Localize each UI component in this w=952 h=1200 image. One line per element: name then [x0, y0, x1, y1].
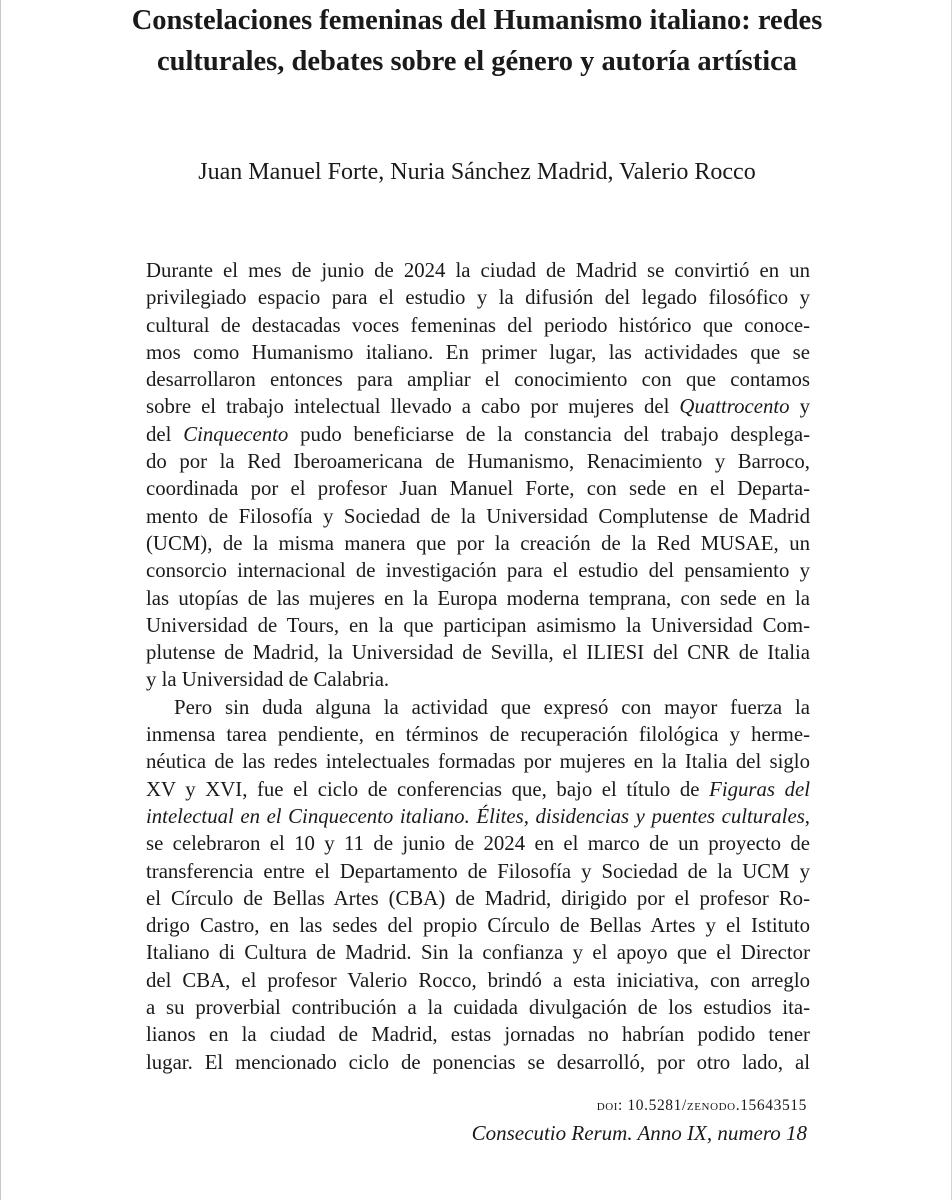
text-run: y: [789, 395, 810, 419]
paragraph-2: [146, 694, 810, 1076]
text-line: Durante el mes de junio de 2024 la ciudad de Madrid se convirtió en un: [146, 259, 810, 282]
text-line: las utopías de las mujeres en la Europa moderna temprana, con sede en la: [146, 586, 810, 610]
text-line: lugar. El mencionado ciclo de ponencias se desarrolló, por otro lado, al: [146, 1050, 810, 1074]
text-run: XV y XVI, fue el ciclo de conferencias que, bajo el título de: [146, 777, 710, 801]
text-line: [146, 393, 810, 420]
italic-term: Quattrocento: [679, 395, 790, 419]
text-run: sobre el trabajo intelectual llevado a cabo por mujeres del: [146, 395, 680, 419]
text-line: Italiano di Cultura de Madrid. Sin la confianza y el apoyo que el Director: [146, 941, 810, 965]
italic-term: Figuras del: [709, 777, 810, 801]
article-body: [146, 257, 810, 1076]
text-line: a su proverbial contribución a la cuidada divulgación de los estudios ita-: [146, 996, 810, 1020]
text-line: transferencia entre el Departamento de Filosofía y Sociedad de la UCM y: [146, 859, 810, 883]
journal-citation: Consecutio Rerum. Anno IX, numero 18: [471, 1121, 807, 1145]
text-line: privilegiado espacio para el estudio y la difusión del legado filosófico y: [146, 286, 810, 310]
text-line: consorcio internacional de investigación para el estudio del pensamiento y: [146, 559, 810, 583]
text-line: mento de Filosofía y Sociedad de la Universidad Complutense de Madrid: [146, 504, 810, 528]
text-line: se celebraron el 10 y 11 de junio de 2024 en el marco de un proyecto de: [146, 832, 810, 856]
article-authors: Juan Manuel Forte, Nuria Sánchez Madrid, Valerio Rocco: [198, 159, 756, 185]
text-line: néutica de las redes intelectuales formadas por mujeres en la Italia del siglo: [146, 750, 810, 774]
text-line: [146, 421, 810, 448]
text-line: Universidad de Tours, en la que participan asimismo la Universidad Com-: [146, 613, 810, 637]
text-line: [146, 803, 810, 830]
text-line: mos como Humanismo italiano. En primer lugar, las actividades que se: [146, 340, 810, 364]
text-line: lianos en la ciudad de Madrid, estas jornadas no habrían podido tener: [146, 1023, 810, 1047]
text-line: desarrollaron entonces para ampliar el conocimiento con que contamos: [146, 368, 810, 392]
text-line: do por la Red Iberoamericana de Humanismo, Renacimiento y Barroco,: [146, 450, 810, 474]
text-line: [146, 776, 810, 803]
text-line: y la Universidad de Calabria.: [146, 668, 390, 692]
text-line: (UCM), de la misma manera que por la creación de la Red MUSAE, un: [146, 531, 810, 555]
text-line: drigo Castro, en las sedes del propio Círculo de Bellas Artes y el Istituto: [146, 914, 810, 938]
doi-reference: doi: 10.5281/zenodo.15643515: [596, 1097, 807, 1114]
text-line: del CBA, el profesor Valerio Rocco, brindó a esta iniciativa, con arreglo: [146, 968, 810, 992]
article-title: Constelaciones femeninas del Humanismo italiano: redes culturales, debates sobre el género y autoría artística: [131, 5, 823, 77]
text-line: Pero sin duda alguna la actividad que expresó con mayor fuerza la: [174, 695, 810, 719]
italic-term: intelectual en el Cinquecento italiano. Élites, disidencias y puentes culturales: [146, 804, 805, 828]
text-run: del: [146, 422, 184, 446]
italic-term: Cinquecento: [183, 422, 289, 446]
text-line: el Círculo de Bellas Artes (CBA) de Madrid, dirigido por el profesor Ro-: [146, 886, 810, 910]
text-line: plutense de Madrid, la Universidad de Sevilla, el ILIESI del CNR de Italia: [146, 641, 810, 665]
text-run: pudo beneficiarse de la constancia del trabajo desplega-: [288, 422, 811, 446]
text-run: ,: [804, 804, 810, 828]
text-line: coordinada por el profesor Juan Manuel Forte, con sede en el Departa-: [146, 477, 810, 501]
paragraph-1: [146, 257, 810, 694]
text-line: cultural de destacadas voces femeninas del periodo histórico que conoce-: [146, 313, 810, 337]
text-line: inmensa tarea pendiente, en términos de recuperación filológica y herme-: [146, 723, 810, 747]
